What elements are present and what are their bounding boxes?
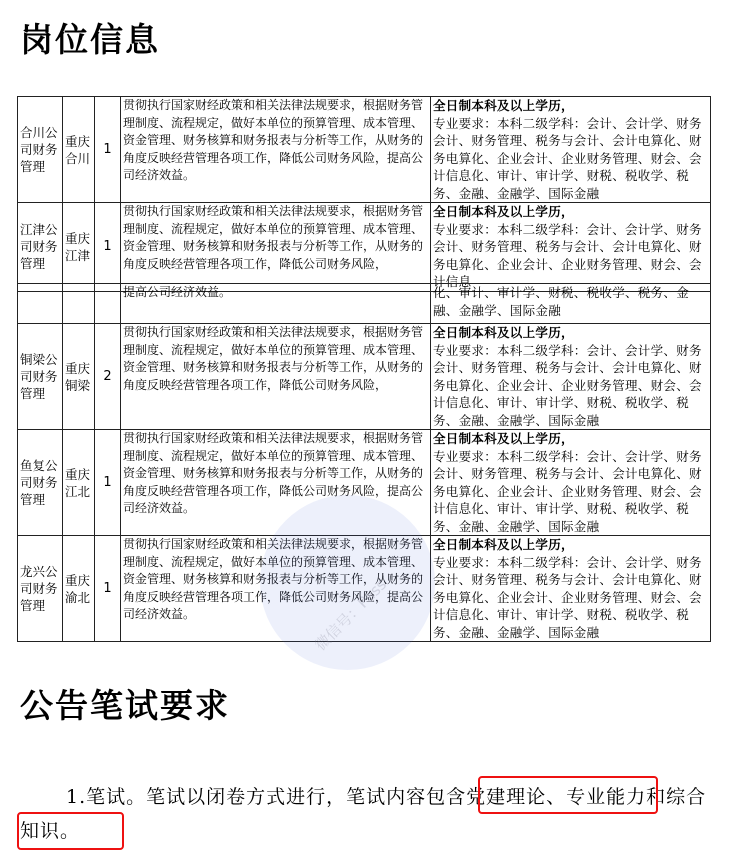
cell-duty [121, 284, 431, 324]
cell-requirements [431, 203, 711, 292]
cell-count [95, 284, 121, 324]
cell-count [95, 203, 121, 292]
cell-position [18, 324, 63, 430]
education-requirement: 全日制本科及以上学历， [433, 431, 574, 446]
cell-duty [121, 324, 431, 430]
cell-location-text: 重庆铜梁 [65, 360, 91, 393]
cell-position-text: 江津公司财务管理 [20, 222, 58, 272]
cell-count [95, 324, 121, 430]
cell-count-text: 1 [103, 141, 112, 157]
exam-paragraph: 1.笔试。笔试以闭卷方式进行，笔试内容包含党建理论、专业能力和综合知识。 [20, 786, 707, 842]
cell-position-text: 铜梁公司财务管理 [20, 352, 58, 401]
cell-requirements [431, 284, 711, 324]
table-row [18, 324, 711, 430]
cell-duty-text: 贯彻执行国家财经政策和相关法律法规要求，根据财务管理制度、流程规定，做好本单位的预算管理、成本管理、资金管理、财务核算和财务报表与分析等工作，从财务的角度反映经营管理各项工作，降低公司财务风险，提高公司经济效益。 [123, 537, 424, 621]
major-requirement: 专业要求：本科二级学科：会计、会计学、财务会计、财务管理、税务与会计、会计电算化、财务电算化、企业会计、企业财务管理、财会、会计信息 [433, 221, 702, 289]
cell-location-text: 重庆江津 [65, 230, 91, 263]
education-requirement: 全日制本科及以上学历， [433, 325, 574, 340]
cell-position [18, 203, 63, 292]
cell-count [95, 536, 121, 642]
cell-requirements [431, 430, 711, 536]
cell-duty-text: 提高公司经济效益。 [123, 285, 232, 299]
watermark-text: 微信号：Pass [311, 575, 391, 655]
cell-location [63, 284, 95, 324]
cell-count [95, 97, 121, 203]
cell-count-text: 1 [103, 239, 112, 254]
page-heading-exam-requirements: 公告笔试要求 [20, 686, 230, 725]
cell-position [18, 97, 63, 203]
cell-position-text: 合川公司财务管理 [20, 125, 58, 174]
table-row [18, 203, 711, 292]
education-requirement: 全日制本科及以上学历， [433, 204, 574, 219]
highlight-box-party-theory [478, 776, 658, 814]
cell-location [63, 536, 95, 642]
watermark-logo [260, 495, 435, 670]
cell-count-text: 2 [103, 368, 112, 384]
cell-count [95, 430, 121, 536]
major-requirement: 专业要求：本科二级学科：会计、会计学、财务会计、财务管理、税务与会计、会计电算化、财务电算化、企业会计、企业财务管理、财会、会计信息化、审计、审计学、财税、税收学、税务、金融、金融学、国际金融 [433, 115, 702, 201]
major-requirement: 化、审计、审计学、财税、税收学、税务、金融、金融学、国际金融 [433, 285, 690, 318]
major-requirement: 专业要求：本科二级学科：会计、会计学、财务会计、财务管理、税务与会计、会计电算化、财务电算化、企业会计、企业财务管理、财会、会计信息化、审计、审计学、财税、税收学、税务、金融、金融学、国际金融 [433, 554, 702, 640]
education-requirement: 全日制本科及以上学历， [433, 537, 574, 552]
cell-position [18, 536, 63, 642]
cell-position-text: 鱼复公司财务管理 [20, 458, 58, 507]
cell-duty [121, 203, 431, 292]
cell-position [18, 430, 63, 536]
cell-duty-text: 贯彻执行国家财经政策和相关法律法规要求，根据财务管理制度、流程规定，做好本单位的预算管理、成本管理、资金管理、财务核算和财务报表与分析等工作，从财务的角度反映经营管理各项工作，降低公司财务风险，提高公司经济效益。 [123, 431, 424, 515]
cell-duty-text: 贯彻执行国家财经政策和相关法律法规要求，根据财务管理制度、流程规定，做好本单位的预算管理、成本管理、资金管理、财务核算和财务报表与分析等工作，从财务的角度反映经营管理各项工作，降低公司财务风险，提高公司经济效益。 [123, 98, 424, 182]
table-row [18, 97, 711, 203]
cell-duty-text: 贯彻执行国家财经政策和相关法律法规要求，根据财务管理制度、流程规定，做好本单位的预算管理、成本管理、资金管理、财务核算和财务报表与分析等工作，从财务的角度反映经营管理各项工作，降低公司财务风险， [123, 325, 424, 392]
cell-requirements [431, 97, 711, 203]
cell-location [63, 324, 95, 430]
cell-location [63, 430, 95, 536]
cell-count-text: 1 [103, 580, 112, 596]
major-requirement: 专业要求：本科二级学科：会计、会计学、财务会计、财务管理、税务与会计、会计电算化、财务电算化、企业会计、企业财务管理、财会、会计信息化、审计、审计学、财税、税收学、税务、金融、金融学、国际金融 [433, 448, 702, 534]
cell-location [63, 203, 95, 292]
table-row [18, 284, 711, 324]
cell-count-text: 1 [103, 474, 112, 490]
cell-position-text: 龙兴公司财务管理 [20, 564, 58, 613]
cell-duty-text: 贯彻执行国家财经政策和相关法律法规要求，根据财务管理制度、流程规定，做好本单位的预算管理、成本管理、资金管理、财务核算和财务报表与分析等工作，从财务的角度反映经营管理各项工作，降低公司财务风险， [123, 204, 424, 271]
cell-duty [121, 97, 431, 203]
cell-location-text: 重庆渝北 [65, 572, 91, 605]
page-heading-position-info: 岗位信息 [20, 20, 160, 59]
cell-location [63, 97, 95, 203]
cell-requirements [431, 324, 711, 430]
education-requirement: 全日制本科及以上学历， [433, 98, 574, 113]
highlight-box-general-knowledge [17, 812, 124, 850]
cell-location-text: 重庆江北 [65, 466, 91, 499]
cell-position [18, 284, 63, 324]
major-requirement: 专业要求：本科二级学科：会计、会计学、财务会计、财务管理、税务与会计、会计电算化、财务电算化、企业会计、企业财务管理、财会、会计信息化、审计、审计学、财税、税收学、税务、金融、金融学、国际金融 [433, 342, 702, 428]
cell-location-text: 重庆合川 [65, 133, 91, 166]
position-table-part-1 [17, 96, 710, 292]
cell-requirements [431, 536, 711, 642]
